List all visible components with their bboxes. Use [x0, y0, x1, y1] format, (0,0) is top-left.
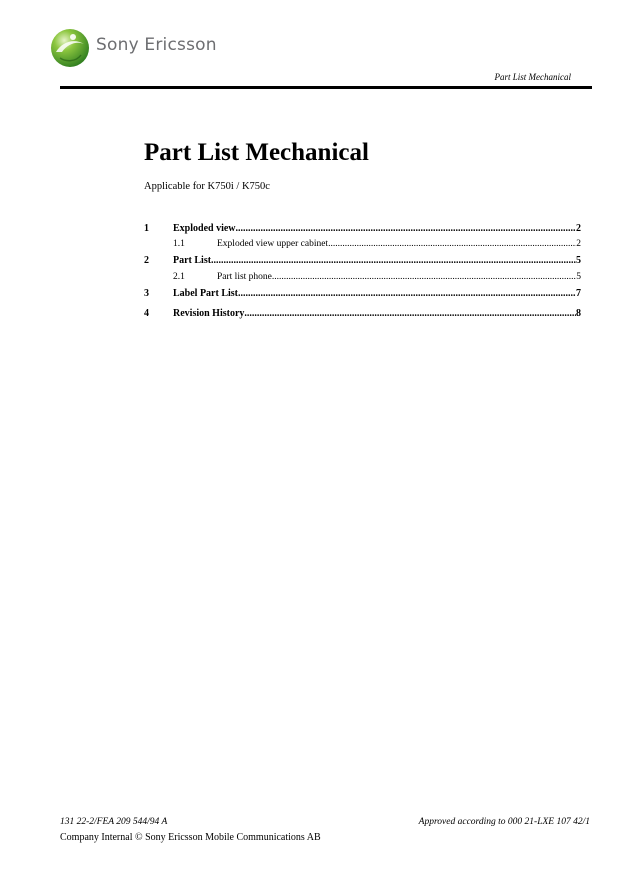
toc-page: 7 [576, 288, 581, 299]
document-subtitle: Applicable for K750i / K750c [144, 181, 270, 192]
toc-page: 5 [576, 255, 581, 266]
toc-entry-part-list-phone[interactable] [144, 270, 581, 284]
sony-ericsson-globe-icon [50, 28, 90, 68]
toc-entry-part-list[interactable] [144, 254, 581, 268]
toc-entry-label-part-list[interactable] [144, 287, 581, 301]
toc-leader [272, 270, 576, 284]
toc-number: 4 [144, 308, 149, 319]
toc-entry-exploded-view[interactable] [144, 222, 581, 236]
toc-leader [211, 254, 576, 268]
toc-page: 8 [576, 308, 581, 319]
toc-leader [328, 237, 576, 251]
toc-number: 2 [144, 255, 149, 266]
toc-leader [236, 222, 576, 236]
toc-entry-exploded-view-upper-cabinet[interactable] [144, 237, 581, 251]
footer-company: Company Internal © Sony Ericsson Mobile Communications AB [60, 832, 321, 843]
toc-text: Part list phone [217, 272, 272, 282]
toc-text: Exploded view [173, 223, 236, 234]
toc-number: 3 [144, 288, 149, 299]
toc-leader [238, 287, 576, 301]
toc-text: Revision History [173, 308, 245, 319]
toc-page: 2 [576, 223, 581, 234]
toc-leader [244, 307, 576, 321]
toc-entry-revision-history[interactable] [144, 307, 581, 321]
footer-document-number: 131 22-2/FEA 209 544/94 A [60, 817, 168, 827]
document-title: Part List Mechanical [144, 139, 369, 166]
toc-text: Label Part List [173, 288, 238, 299]
brand-name: Sony Ericsson [96, 35, 217, 55]
sony-ericsson-logo [50, 28, 240, 68]
footer-approval: Approved according to 000 21-LXE 107 42/1 [418, 817, 590, 827]
toc-number: 1 [144, 223, 149, 234]
toc-page: 2 [576, 239, 581, 249]
toc-number: 2.1 [173, 272, 185, 282]
running-header: Part List Mechanical [494, 72, 571, 82]
toc-number: 1.1 [173, 239, 185, 249]
toc-text: Exploded view upper cabinet [217, 239, 329, 249]
toc-text: Part List [173, 255, 212, 266]
header-rule [60, 86, 592, 89]
toc-page: 5 [576, 272, 581, 282]
